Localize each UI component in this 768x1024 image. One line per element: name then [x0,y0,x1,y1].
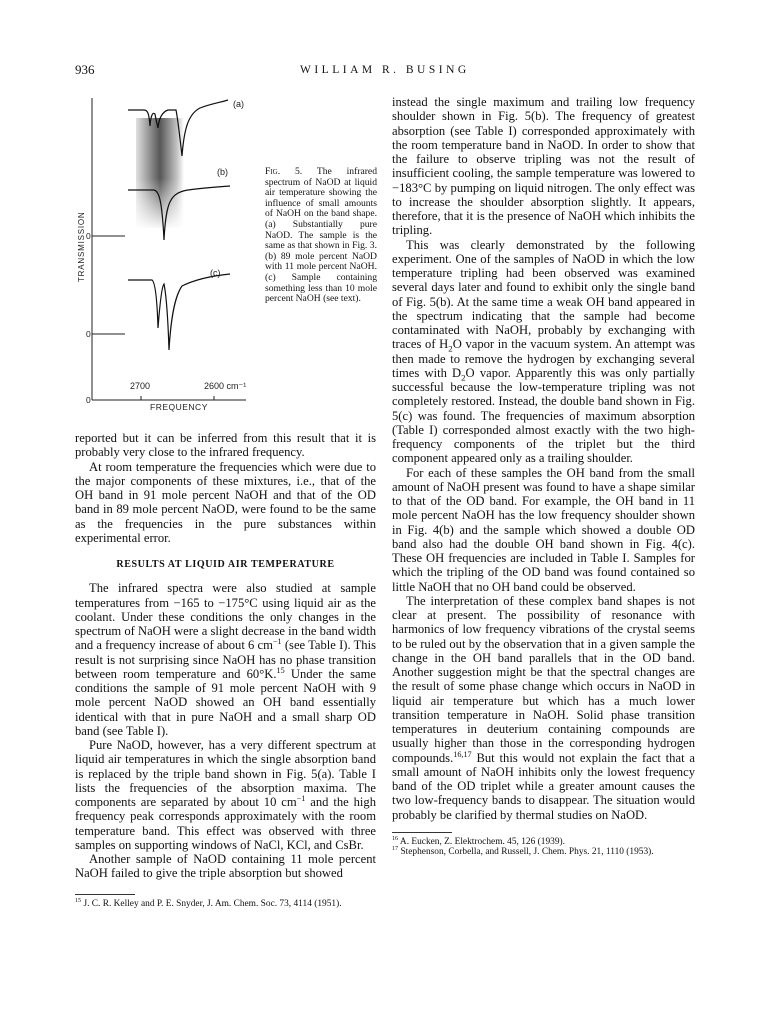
footnote-15: $^{15}$ J. C. R. Kelley and P. E. Snyder, J. Am. Chem. Soc. 73, 4114 (1951). [75,897,342,909]
curve-c [128,274,230,350]
left-paragraph-1: reported but it can be inferred from this result that it is probably very close to the infrared frequency. [75,431,376,460]
caption-prefix: Fig. 5. [265,166,303,177]
figure-caption [265,167,377,305]
left-paragraph-5: Another sample of NaOD containing 11 mole percent NaOH failed to give the triple absorption but showed [75,852,376,881]
caption-body: The infrared spectrum of NaOD at liquid air temperature showing the influence of small amounts of NaOH on the band shape. (a) Substantially pure NaOD. The sample is the same as that shown in Fig. 3. (b) 89 mole percent NaOD with 11 mole percent NaOH. (c) Sample containing something less than 10 mole percent NaOH (see text). [265,166,377,305]
left-column [75,431,376,909]
running-head: WILLIAM R. BUSING [300,64,470,76]
left-paragraph-3: The infrared spectra were also studied at sample temperatures from −165 to −175°C using liquid air as the coolant. Under these conditions the only changes in the spectrum of NaOH were a slight decrease in the band width and a frequency increase of about 6 $cm^{-1}$ (see Table I). This result is not surprising since NaOH has no phase transition between room temperature and 60°K.$^{15}$ Under the same conditions the sample of 91 mole percent NaOH with 9 mole percent NaOD showed an OH band essentially identical with that in pure NaOH and a small sharp OD band (see Table I). [75,581,376,738]
zero-label-c: 0 [86,329,91,339]
footnote-rule-right [392,832,452,833]
right-column [392,95,695,858]
right-paragraph-3: For each of these samples the OH band from the small amount of NaOH present was found to have a shape similar to that of the OD band. For example, the OH band in 11 mole percent NaOH has the low frequency shoulder shown in Fig. 4(b) and the sample which showed a double OD band also had the double OH band shown in Fig. 4(c). These OH frequencies are included in Table I. Samples for which the tripling of the OD band was found contained so little NaOH that no OH band could be observed. [392,465,695,594]
footnote-16: $^{16}$ A. Eucken, Z. Elektrochem. 45, 126 (1939). [392,835,565,847]
smudge-fade [136,178,184,230]
left-paragraph-4: Pure NaOD, however, has a very different spectrum at liquid air temperatures in which the single absorption band is replaced by the triple band shown in Fig. 5(a). Table I lists the frequencies of the absorption maxima. The components are separated by about 10 $cm^{-1}$ and the high frequency peak corresponds approximately with the room temperature band. This effect was observed with three samples on supporting windows of NaCl, KCl, and CsBr. [75,738,376,852]
right-paragraph-1: instead the single maximum and trailing low frequency shoulder shown in Fig. 5(b). The frequency of greatest absorption (see Table I) corresponded approximately with the room temperature band in NaOD. In order to show that the failure to observe tripling was not the result of insufficient cooling, the sample temperature was lowered to −183°C by pumping on liquid nitrogen. The only effect was to increase the shoulder absorption slightly. It appears, therefore, that it is the presence of NaOH which inhibits the tripling. [392,95,695,238]
tick-label-2600: 2600 cm⁻¹ [204,381,247,391]
zero-label-b: 0 [86,231,91,241]
y-axis-label: TRANSMISSION [77,211,86,282]
curve-b-label: (b) [217,167,228,177]
curve-c-label: (c) [210,268,221,278]
footnote-17: $^{17}$ Stephenson, Corbella, and Russell, J. Chem. Phys. 21, 1110 (1953). [392,846,654,858]
right-paragraph-4: The interpretation of these complex band shapes is not clear at present. The possibility of resonance with harmonics of low frequency vibrations of the crystal seems to be ruled out by the observation that in a given sample the change in the OH band parallels that in the OD band. Another suggestion might be that the spectral changes are the result of some phase change which occurs in NaOD in liquid air temperature but which has a much lower transition temperature in NaOH. Solid phase transition temperatures in deuterium containing compounds are usually higher than those in the corresponding hydrogen compounds.$^{16,17}$ But this would not explain the fact that a small amount of NaOH inhibits only the lowest frequency band of the OD triplet while a greater amount causes the two low-frequency bands to disappear. The situation would probably be clarified by thermal studies on NaOD. [392,593,695,822]
spectrum-figure [70,90,270,420]
page-number: 936 [75,62,95,77]
right-paragraph-2: This was clearly demonstrated by the following experiment. One of the samples of NaOD in which the low temperature tripling had been observed was examined several days later and found to exhibit only the single band of Fig. 5(b). At the same time a weak OH band appeared in the spectrum indicating that the sample had become contaminated with NaOH, probably by exchanging with traces of $H_2O$ vapor in the vacuum system. An attempt was then made to remove the hydrogen by exchanging several times with $D_2O$ vapor. Apparently this was only partially successful because the low-temperature tripling was not completely restored. Instead, the double band shown in Fig. 5(c) was found. The frequencies of maximum absorption (Table I) corresponded almost exactly with the two high-frequency components of the triplet but the third component appeared only as a trailing shoulder. [392,237,695,466]
footnote-rule-left [75,894,135,895]
tick-label-2700: 2700 [130,381,151,391]
left-paragraph-2: At room temperature the frequencies which were due to the major components of these mixtures, i.e., that of the OH band in 91 mole percent NaOH and that of the OD band in 89 mole percent NaOD, were found to be the same as the frequencies in the pure substances within experimental error. [75,459,376,545]
x-axis-label: FREQUENCY [150,402,208,412]
zero-label-axis: 0 [86,395,91,405]
section-heading: RESULTS AT LIQUID AIR TEMPERATURE [116,559,335,570]
curve-a-label: (a) [233,99,244,109]
